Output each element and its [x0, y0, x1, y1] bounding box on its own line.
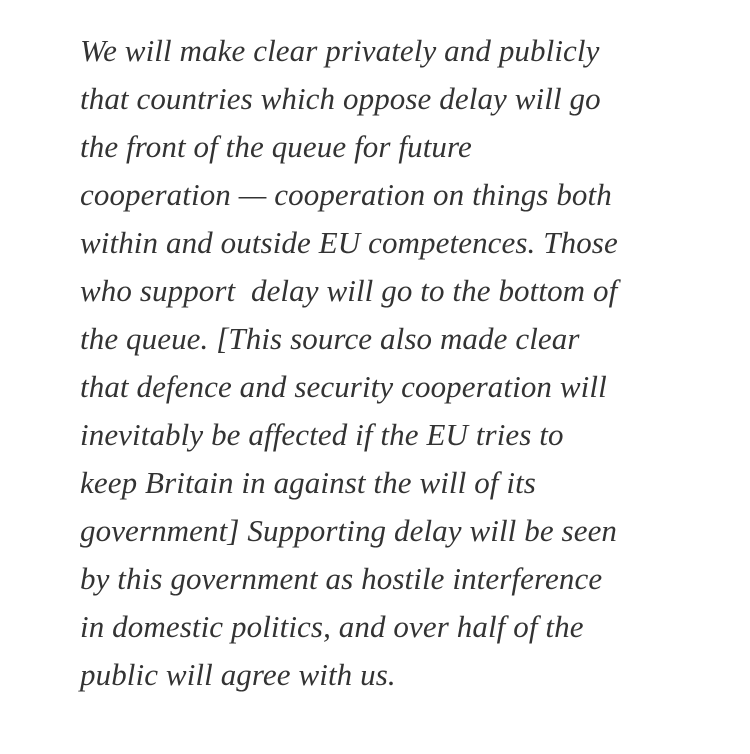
quote-text-block — [80, 27, 740, 699]
quote-line: the front of the queue for future — [80, 129, 472, 164]
quote-line: the queue. [This source also made clear — [80, 321, 580, 356]
quote-line: who support delay will go to the bottom of — [80, 273, 618, 308]
quote-line: government] Supporting delay will be seen — [80, 513, 618, 548]
quote-line: keep Britain in against the will of its — [80, 465, 536, 500]
quote-line: public will agree with us. — [80, 657, 396, 692]
quote-line: cooperation — cooperation on things both — [80, 177, 612, 212]
quote-line: within and outside EU competences. Those — [80, 225, 618, 260]
quote-line: We will make clear privately and publicly — [80, 33, 600, 68]
quote-line: that defence and security cooperation will — [80, 369, 607, 404]
quote-line: inevitably be affected if the EU tries to — [80, 417, 564, 452]
quote-line: by this government as hostile interference — [80, 561, 603, 596]
quote-line: in domestic politics, and over half of the — [80, 609, 584, 644]
quote-line: that countries which oppose delay will go — [80, 81, 601, 116]
